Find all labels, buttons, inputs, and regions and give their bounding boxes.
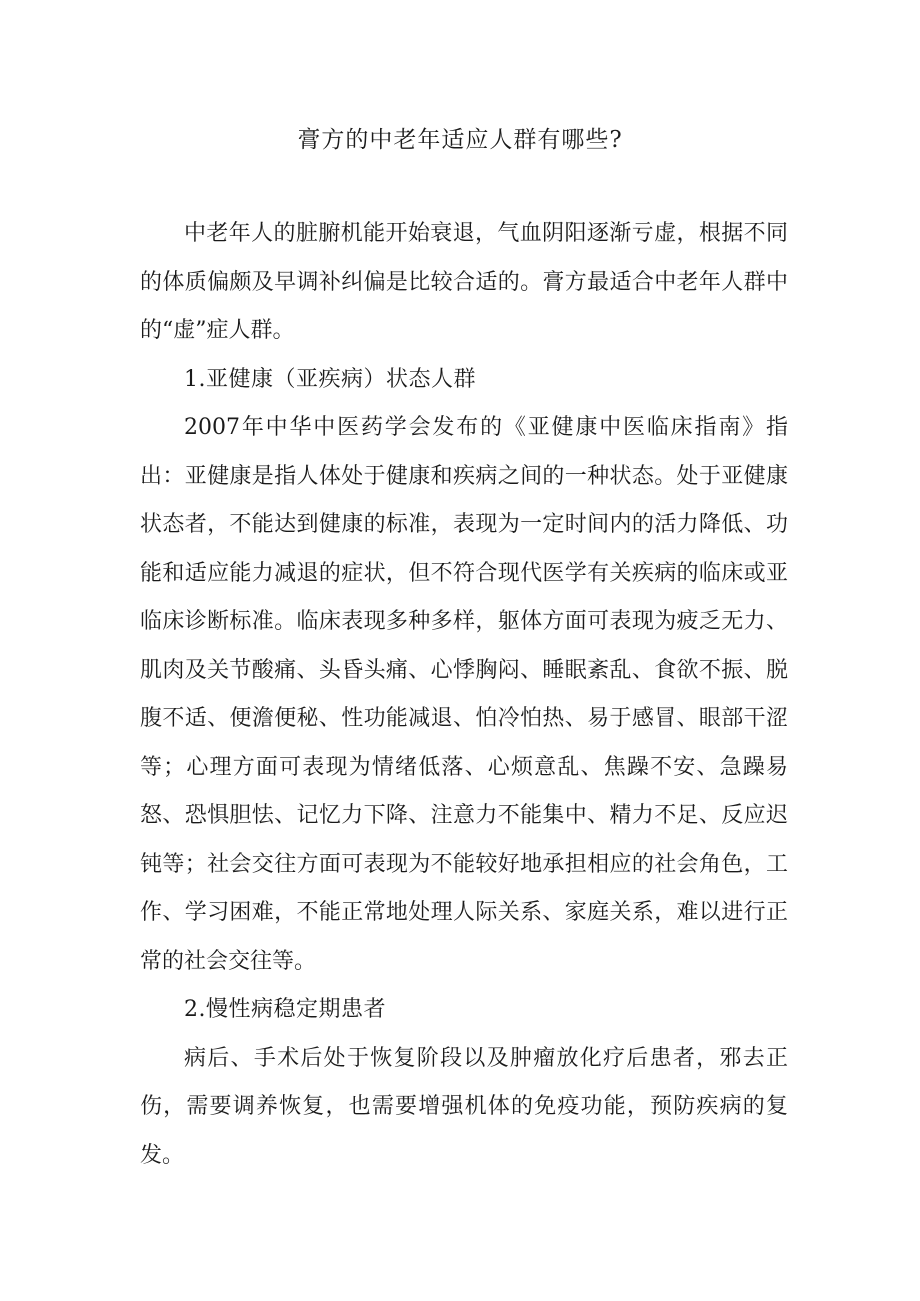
subhealth-paragraph: 2007年中华中医药学会发布的《亚健康中医临床指南》指出：亚健康是指人体处于健康和疾病之间的一种状态。处于亚健康状态者，不能达到健康的标准，表现为一定时间内的活力降低、功能和适应能力减退的症状，但不符合现代医学有关疾病的临床或亚临床诊断标准。临床表现多种多样，躯体方面可表现为疲乏无力、肌肉及关节酸痛、头昏头痛、心悸胸闷、睡眠紊乱、食欲不振、脱腹不适、便澹便秘、性功能减退、怕冷怕热、易于感冒、眼部干涩等；心理方面可表现为情绪低落、心烦意乱、焦躁不安、急躁易怒、恐惧胆怯、记忆力下降、注意力不能集中、精力不足、反应迟钝等；社会交往方面可表现为不能较好地承担相应的社会角色，工作、学习困难，不能正常地处理人际关系、家庭关系，难以进行正常的社会交往等。 [140,415,788,974]
section-heading-1: 1.亚健康（亚疾病）状态人群 [184,366,476,392]
chronic-disease-paragraph: 病后、手术后处于恢复阶段以及肿瘤放化疗后患者，邪去正伤，需要调养恢复，也需要增强机体的免疫功能，预防疾病的复发。 [140,1045,788,1168]
document-title: 膏方的中老年适应人群有哪些? [297,127,623,153]
section-heading-2: 2.慢性病稳定期患者 [184,997,386,1022]
document-body [140,210,788,1180]
intro-paragraph: 中老年人的脏腑机能开始衰退，气血阴阳逐渐亏虚，根据不同的体质偏颇及早调补纠偏是比较合适的。膏方最适合中老年人群中的“虚”症人群。 [140,221,788,343]
